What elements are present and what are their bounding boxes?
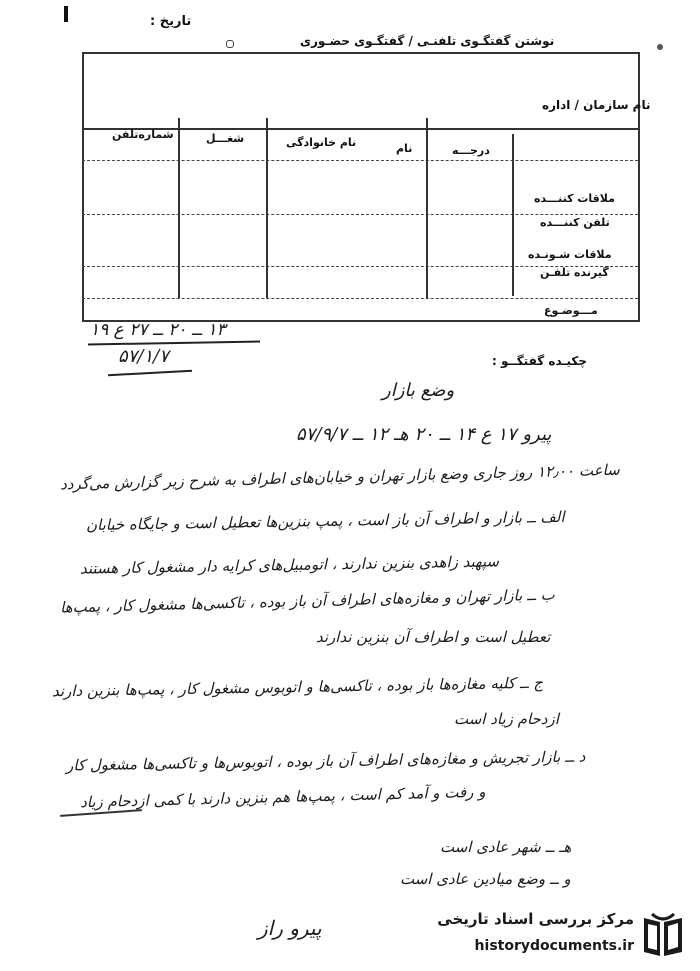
handwritten-reference-line: پیرو ۱۷ ع ۱۴ ــ ۲۰ هـ ۱۲ ــ ۵۷/۹/۷ [296,424,552,445]
watermark-org-name: مرکز بررسی اسناد تاریخی [437,910,634,928]
column-header-rank: درجـــه [452,144,490,157]
row-label-visitor: ملاقات کننـــده [534,192,615,205]
handwritten-line: و رفت و آمد کم است ، پمپ‌ها هم بنزین دارند با کمی ازدحام زیاد [79,782,486,812]
signature: پیرو راز [258,916,322,940]
org-label: نام سازمان / اداره [542,98,651,112]
date-label: تاریخ : [150,14,192,29]
table-right-border [638,52,640,322]
row-separator [82,298,638,299]
handwritten-line: ساعت ۱۲٫۰۰ روز جاری وضع بازار تهران و خیابان‌های اطراف به شرح زیر گزارش می‌گردد [59,460,620,494]
table-top-border [82,52,640,54]
handwritten-line: تعطیل است و اطراف آن بنزین ندارند [316,628,551,646]
handwritten-line: سپهبد زاهدی بنزین ندارند ، اتومبیل‌های کرایه دار مشغول کار هستند [79,552,500,578]
summary-label: چکیـده گفتگــو : [492,354,588,368]
form-table [82,52,651,322]
watermark [420,906,692,966]
row-label-visited: ملاقات شـونـده [528,248,612,261]
form-type-title: نوشتن گفتگـوی تلفنـی / گفتگـوی حضـوری [300,34,555,48]
row-label-caller: تلفن کننـــده [540,216,610,229]
book-logo-icon [638,910,688,960]
watermark-url: historydocuments.ir [474,938,634,954]
handwritten-line: ج ــ کلیه مغازه‌ها باز بوده ، تاکسی‌ها و اتوبوس مشغول کار ، پمپ‌ها بنزین دارند [51,673,544,701]
column-header-phone: شماره‌تلفن [112,128,174,141]
column-header-family-name: نام خانوادگی [286,136,357,149]
handwritten-date-top: ۵۷/۱/۷ [118,346,169,367]
column-header-job: شغـــل [206,132,245,145]
column-divider [426,118,428,298]
hole-mark [657,44,663,50]
date-underline [108,370,192,376]
reference-underline [88,340,260,345]
handwritten-title: وضع بازار [382,380,455,401]
handwritten-line: الف ــ بازار و اطراف آن باز است ، پمپ بنزین‌ها تعطیل است و جایگاه خیابان [85,507,565,535]
handwritten-line: هـ ــ شهر عادی است [440,838,572,856]
handwritten-line: د ــ بازار تجریش و مغازه‌های اطراف آن باز بوده ، اتوبوس‌ها و تاکسی‌ها مشغول کار [65,747,586,775]
hole-mark [226,40,234,48]
row-separator [82,214,638,215]
handwritten-line: ازدحام زیاد است [454,710,559,728]
handwritten-line: و ــ وضع میادین عادی است [400,870,571,888]
header-row-separator [82,160,638,161]
handwritten-line: ب ــ بازار تهران و مغازه‌های اطراف آن باز بوده ، تاکسی‌ها مشغول کار ، پمپ‌ها [59,585,555,617]
column-divider [512,134,514,296]
page-corner-mark [64,6,68,22]
column-header-name: نام [396,142,413,155]
handwritten-reference-top: ۱۳ ــ ۲۰ ــ ۲۷ ع ۱۹ [90,320,226,340]
row-label-subject: مـــوضـوع [544,304,598,317]
column-divider [178,118,180,298]
row-label-receiver: گیرنده تلفـن [540,266,609,279]
table-left-border [82,52,84,322]
column-divider [266,118,268,298]
